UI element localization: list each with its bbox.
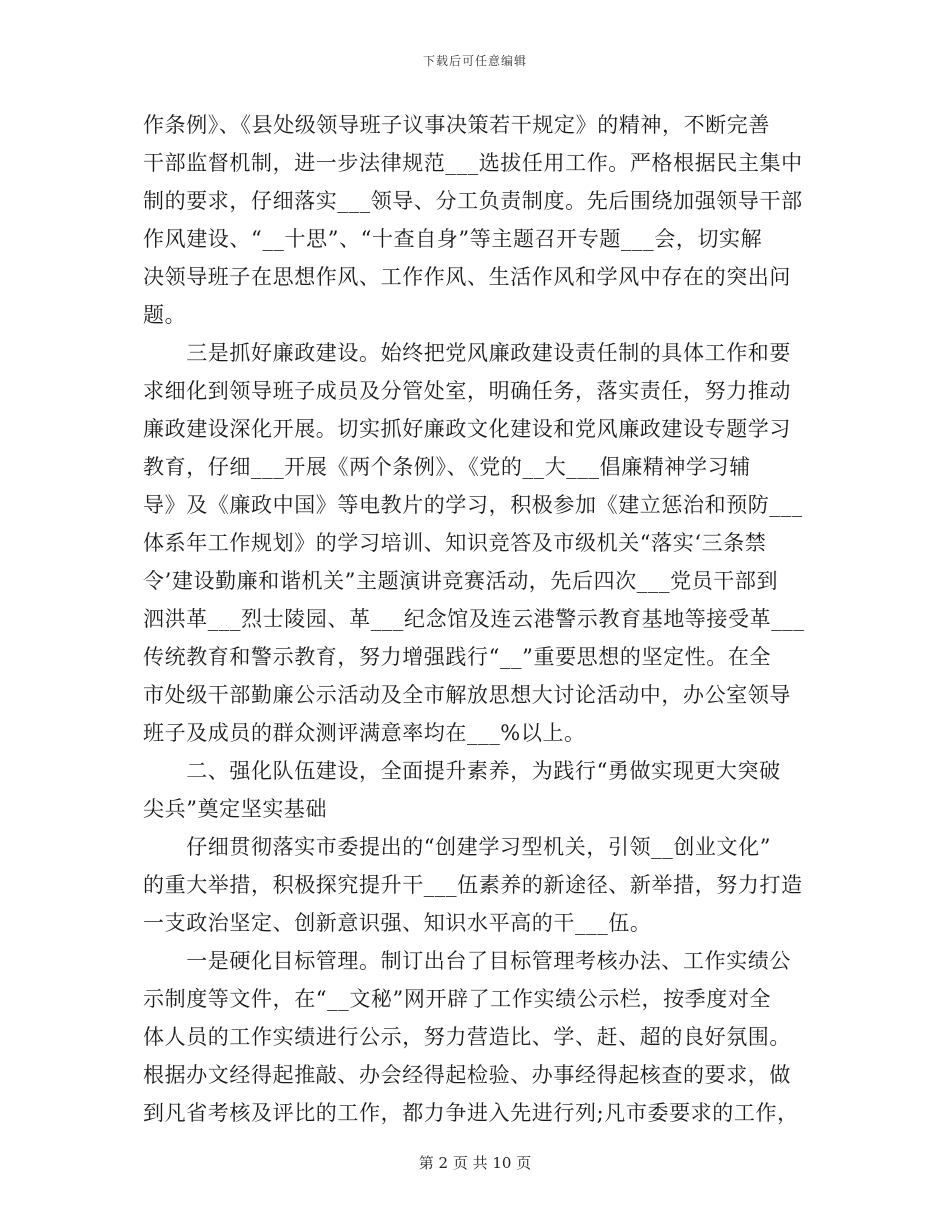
text-line: 令’建设勤廉和谐机关”主题演讲竞赛活动，先后四次___党员干部到 (143, 569, 779, 593)
page-number: 第 2 页 共 10 页 (418, 1154, 532, 1172)
text-line: 体系年工作规划》的学习培训、知识竞答及市级机关“落实‘三条禁 (143, 531, 767, 555)
text-line: 体人员的工作实绩进行公示，努力营造比、学、赶、超的良好氛围。 (143, 1025, 791, 1049)
text-line: 教育，仔细___开展《两个条例》、《党的__大___倡廉精神学习辅 (143, 455, 751, 479)
text-line: 求细化到领导班子成员及分管处室，明确任务，落实责任，努力推动 (143, 379, 791, 403)
text-line: 作风建设、“__十思”、“十查自身”等主题召开专题___会，切实解 (143, 227, 763, 251)
text-line: 题。 (143, 303, 187, 327)
text-line: 示制度等文件，在“__文秘”网开辟了工作实绩公示栏，按季度对全 (143, 987, 772, 1011)
text-line: 仔细贯彻落实市委提出的“创建学习型机关，引领__创业文化” (143, 835, 772, 859)
text-line: 根据办文经得起推敲、办会经得起检验、办事经得起核查的要求，做 (143, 1063, 791, 1087)
text-line: 泗洪革___烈士陵园、革___纪念馆及连云港警示教育基地等接受革___ (143, 607, 805, 631)
text-line: 二、强化队伍建设，全面提升素养，为践行“勇做实现更大突破 (143, 759, 781, 783)
text-line: 市处级干部勤廉公示活动及全市解放思想大讨论活动中，办公室领导 (143, 683, 791, 707)
page-header-note: 下载后可任意编辑 (422, 54, 527, 68)
text-line: 一支政治坚定、创新意识强、知识水平高的干___伍。 (143, 911, 652, 935)
text-line: 作条例》、《县处级领导班子议事决策若干规定》的精神，不断完善 (143, 113, 770, 137)
text-line: 尖兵”奠定坚实基础 (143, 797, 328, 821)
text-line: 制的要求，仔细落实___领导、分工负责制度。先后围绕加强领导干部 (143, 189, 803, 213)
text-line: 干部监督机制，进一步法律规范___选拔任用工作。严格根据民主集中 (143, 151, 803, 175)
text-line: 班子及成员的群众测评满意率均在___%以上。 (143, 721, 586, 745)
text-line: 一是硬化目标管理。制订出台了目标管理考核办法、工作实绩公 (143, 949, 791, 973)
text-line: 的重大举措，积极探究提升干___伍素养的新途径、新举措，努力打造 (143, 873, 803, 897)
text-line: 决领导班子在思想作风、工作作风、生活作风和学风中存在的突出问 (143, 265, 791, 289)
document-body (143, 106, 808, 1132)
text-line: 三是抓好廉政建设。始终把党风廉政建设责任制的具体工作和要 (143, 341, 791, 365)
text-line: 到凡省考核及评比的工作，都力争进入先进行列;凡市委要求的工作， (143, 1101, 799, 1125)
text-line: 廉政建设深化开展。切实抓好廉政文化建设和党风廉政建设专题学习 (143, 417, 791, 441)
text-line: 传统教育和警示教育，努力增强践行“__”重要思想的坚定性。在全 (143, 645, 772, 669)
text-line: 导》及《廉政中国》等电教片的学习，积极参加《建立惩治和预防___ (143, 493, 803, 517)
